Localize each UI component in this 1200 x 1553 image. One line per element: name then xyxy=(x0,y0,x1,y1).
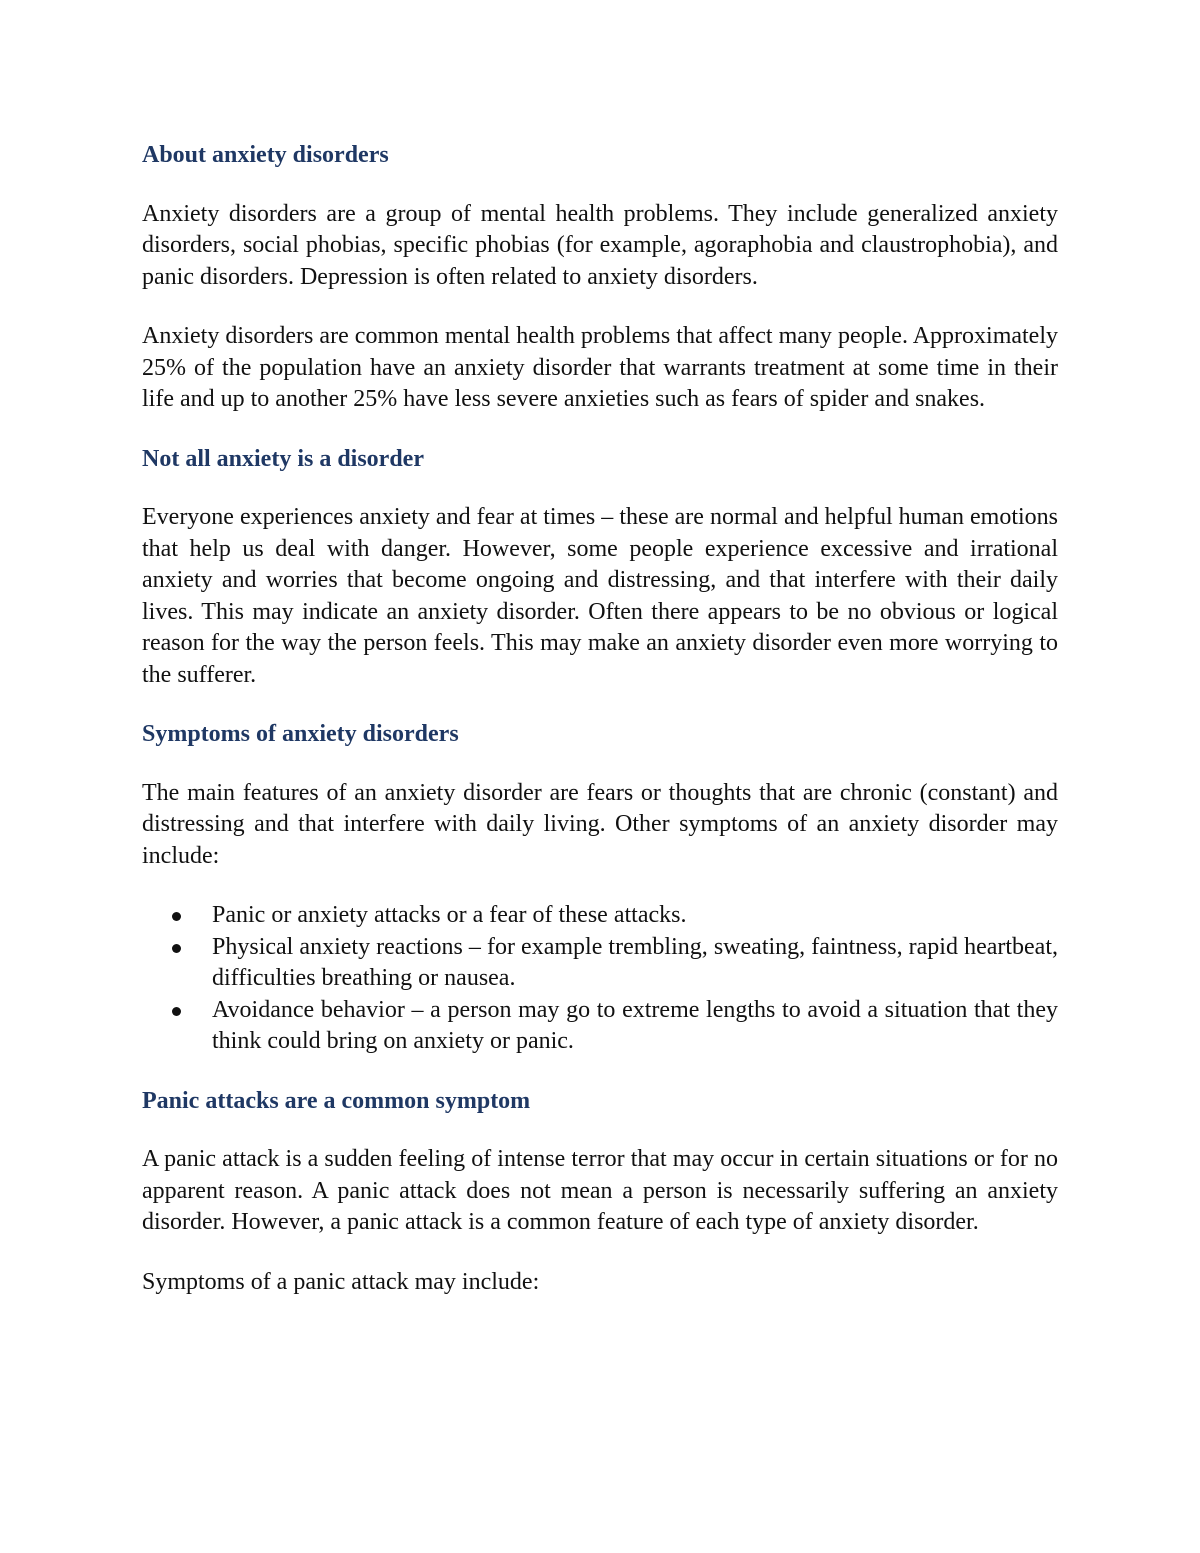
section-heading-not-all-anxiety: Not all anxiety is a disorder xyxy=(142,445,424,472)
list-item xyxy=(142,995,1058,1058)
symptom-list xyxy=(142,900,1058,1058)
section-heading-about: About anxiety disorders xyxy=(142,142,389,168)
paragraph: The main features of an anxiety disorder are fears or thoughts that are chronic (constant) and distressing and that interfere with daily living. Other symptoms of an anxiety disorder may include: xyxy=(142,779,1058,869)
paragraph: A panic attack is a sudden feeling of intense terror that may occur in certain situations or for no apparent reason. A panic attack does not mean a person is necessarily suffering an anxiety disorder. However, a panic attack is a common feature of each type of anxiety disorder. xyxy=(142,1146,1058,1235)
paragraph: Anxiety disorders are common mental health problems that affect many people. Approximately 25% of the population have an anxiety disorder that warrants treatment at some time in their life and up to another 25% have less severe anxieties such as fears of spider and snakes. xyxy=(142,323,1058,412)
paragraph: Everyone experiences anxiety and fear at times – these are normal and helpful human emotions that help us deal with danger. However, some people experience excessive and irrational anxiety and worries that become ongoing and distressing, and that interfere with their daily lives. This may indicate an anxiety disorder. Often there appears to be no obvious or logical reason for the way the person feels. This may make an anxiety disorder even more worrying to the sufferer. xyxy=(142,504,1058,688)
list-item-text: Physical anxiety reactions – for example trembling, sweating, faintness, rapid heartbeat, difficulties breathing or nausea. xyxy=(212,933,1058,991)
section-heading-symptoms: Symptoms of anxiety disorders xyxy=(142,721,459,747)
list-item-text: Panic or anxiety attacks or a fear of these attacks. xyxy=(212,902,687,928)
bullet-icon xyxy=(172,912,181,921)
list-item xyxy=(142,932,1058,995)
document-page xyxy=(142,140,1058,1298)
paragraph: Anxiety disorders are a group of mental health problems. They include generalized anxiety disorders, social phobias, specific phobias (for example, agoraphobia and claustrophobia), and panic disorders. Depression is often related to anxiety disorders. xyxy=(142,200,1058,290)
list-item-text: Avoidance behavior – a person may go to extreme lengths to avoid a situation that they think could bring on anxiety or panic. xyxy=(212,996,1058,1054)
bullet-icon xyxy=(172,1007,181,1016)
list-item xyxy=(142,900,1058,932)
bullet-icon xyxy=(172,944,181,953)
paragraph: Symptoms of a panic attack may include: xyxy=(142,1268,540,1295)
section-heading-panic-attacks: Panic attacks are a common symptom xyxy=(142,1087,531,1114)
